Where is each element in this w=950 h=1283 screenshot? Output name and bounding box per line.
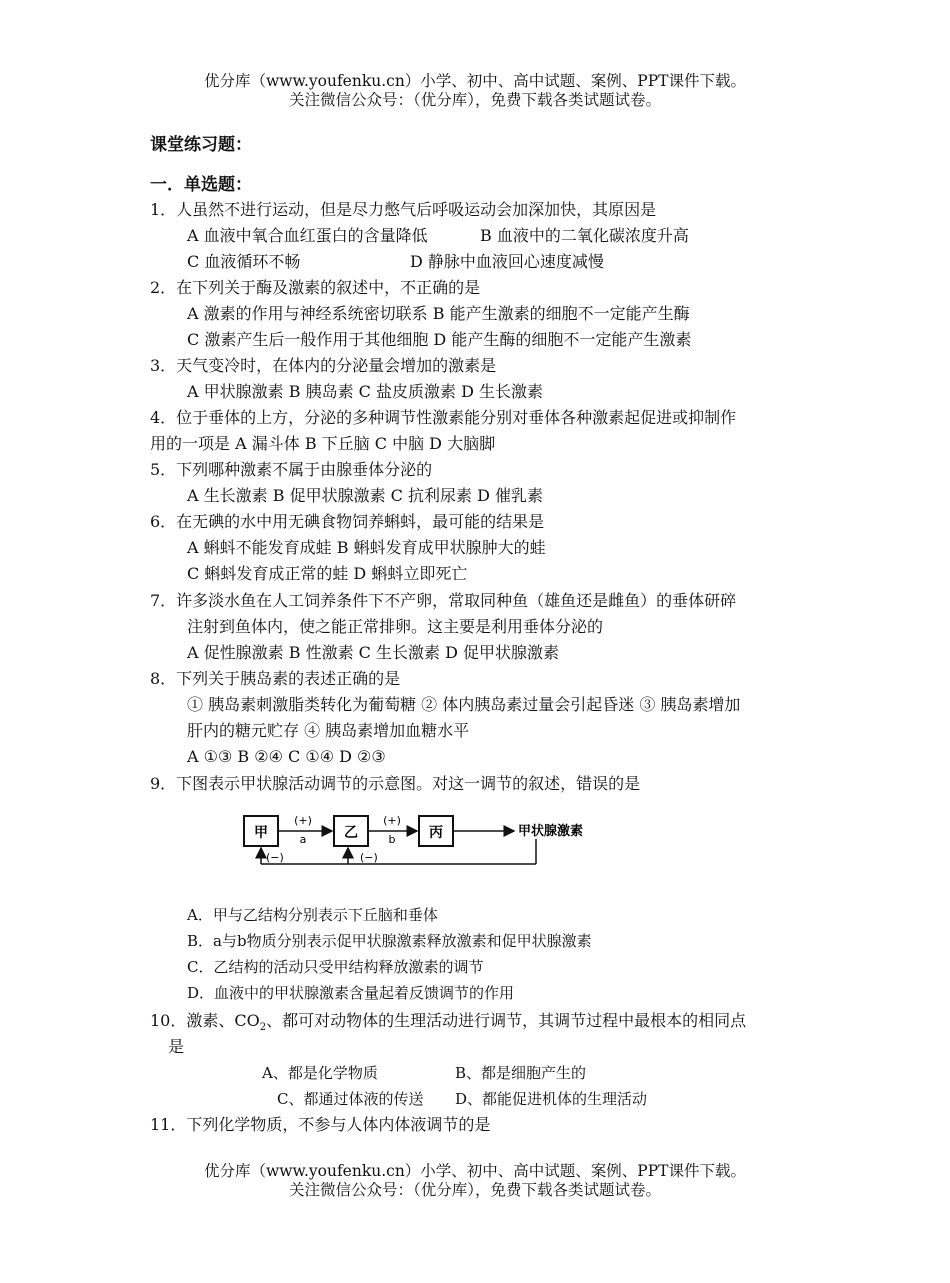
footer-line-2: 关注微信公众号：（优分库），免费下载各类试题试卷。 — [288, 1181, 661, 1199]
header-line-1: 优分库（www.youfenku.cn）小学、初中、高中试题、案例、PPT课件下载。 — [203, 72, 747, 90]
q6-options-ab: A 蝌蚪不能发育成蛙 B 蝌蚪发育成甲状腺肿大的蛙 — [187, 538, 546, 557]
q7-stem-cont: 注射到鱼体内，使之能正常排卵。这主要是利用垂体分泌的 — [187, 617, 604, 636]
q9-option-b: B．a与b物质分别表示促甲状腺激素释放激素和促甲状腺激素 — [187, 932, 592, 950]
q1-option-c: C 血液循环不畅 — [187, 252, 301, 271]
q1-stem: 1．人虽然不进行运动，但是尽力憋气后呼吸运动会加深加快，其原因是 — [150, 200, 657, 219]
q9-option-c: C．乙结构的活动只受甲结构释放激素的调节 — [187, 958, 484, 976]
q9-option-a: A．甲与乙结构分别表示下丘脑和垂体 — [187, 906, 438, 924]
feedback-1-sign: (−) — [266, 851, 284, 864]
header-line-2: 关注微信公众号：（优分库），免费下载各类试题试卷。 — [288, 91, 661, 109]
arrow-b-sign: (+) — [383, 814, 401, 827]
box-yi-label: 乙 — [344, 825, 358, 841]
q3-options: A 甲状腺激素 B 胰岛素 C 盐皮质激素 D 生长激素 — [187, 382, 543, 401]
q6-options-cd: C 蝌蚪发育成正常的蛙 D 蝌蚪立即死亡 — [187, 564, 468, 583]
feedback-2-sign: (−) — [360, 851, 378, 864]
q10-option-b: B、都是细胞产生的 — [455, 1064, 587, 1082]
q9-stem: 9．下图表示甲状腺活动调节的示意图。对这一调节的叙述，错误的是 — [150, 774, 641, 793]
arrow-b-label: b — [388, 833, 396, 846]
q10-option-c: C、都通过体液的传送 — [277, 1090, 424, 1108]
box-bing-label: 丙 — [429, 825, 443, 841]
q10-option-d: D、都能促进机体的生理活动 — [455, 1090, 648, 1108]
q10-stem — [150, 1009, 746, 1040]
q3-stem: 3．天气变冷时，在体内的分泌量会增加的激素是 — [150, 356, 497, 375]
q7-options: A 促性腺激素 B 性激素 C 生长激素 D 促甲状腺激素 — [187, 643, 559, 662]
q4-stem: 4．位于垂体的上方，分泌的多种调节性激素能分别对垂体各种激素起促进或抑制作 — [150, 408, 737, 427]
q1-option-d: D 静脉中血液回心速度减慢 — [410, 252, 604, 271]
q8-options: A ①③ B ②④ C ①④ D ②③ — [187, 747, 386, 766]
q1-option-b: B 血液中的二氧化碳浓度升高 — [480, 226, 689, 245]
q5-options: A 生长激素 B 促甲状腺激素 C 抗利尿素 D 催乳素 — [187, 486, 543, 505]
q10-stem-pre: 10．激素、CO — [150, 1011, 260, 1030]
q6-stem: 6．在无碘的水中用无碘食物饲养蝌蚪，最可能的结果是 — [150, 512, 545, 531]
q11-stem: 11．下列化学物质，不参与人体内体液调节的是 — [150, 1115, 491, 1134]
arrow-a-sign: (+) — [294, 814, 312, 827]
thyroid-regulation-diagram — [236, 806, 616, 876]
part-title: 一．单选题： — [150, 175, 252, 195]
q2-options-cd: C 激素产生后一般作用于其他细胞 D 能产生酶的细胞不一定能产生激素 — [187, 330, 692, 349]
q8-statements-cont: 肝内的糖元贮存 ④ 胰岛素增加血糖水平 — [187, 721, 470, 740]
q10-option-a: A、都是化学物质 — [262, 1064, 378, 1082]
q2-options-ab: A 激素的作用与神经系统密切联系 B 能产生激素的细胞不一定能产生酶 — [187, 304, 690, 323]
q1-option-a: A 血液中氧合血红蛋白的含量降低 — [187, 226, 428, 245]
arrow-a-label: a — [299, 833, 307, 846]
q10-stem-post: 、都可对动物体的生理活动进行调节，其调节过程中最根本的相同点 — [266, 1011, 747, 1030]
q4-stem-cont: 用的一项是 A 漏斗体 B 下丘脑 C 中脑 D 大脑脚 — [150, 434, 496, 453]
page-footer — [0, 1162, 950, 1200]
q10-stem-cont: 是 — [168, 1037, 185, 1056]
footer-line-1: 优分库（www.youfenku.cn）小学、初中、高中试题、案例、PPT课件下载。 — [203, 1162, 747, 1180]
box-jia-label: 甲 — [254, 825, 268, 841]
page-header — [0, 72, 950, 110]
q8-stem: 8．下列关于胰岛素的表述正确的是 — [150, 669, 401, 688]
q2-stem: 2．在下列关于酶及激素的叙述中，不正确的是 — [150, 278, 481, 297]
q8-statements: ① 胰岛素刺激脂类转化为葡萄糖 ② 体内胰岛素过量会引起昏迷 ③ 胰岛素增加 — [187, 695, 741, 714]
section-title: 课堂练习题： — [150, 135, 252, 155]
q7-stem: 7．许多淡水鱼在人工饲养条件下不产卵，常取同种鱼（雄鱼还是雌鱼）的垂体研碎 — [150, 591, 737, 610]
q9-option-d: D．血液中的甲状腺激素含量起着反馈调节的作用 — [187, 984, 515, 1002]
q10-stem-sub: 2 — [259, 1022, 267, 1034]
q5-stem: 5．下列哪种激素不属于由腺垂体分泌的 — [150, 460, 433, 479]
output-label: 甲状腺激素 — [518, 824, 584, 839]
